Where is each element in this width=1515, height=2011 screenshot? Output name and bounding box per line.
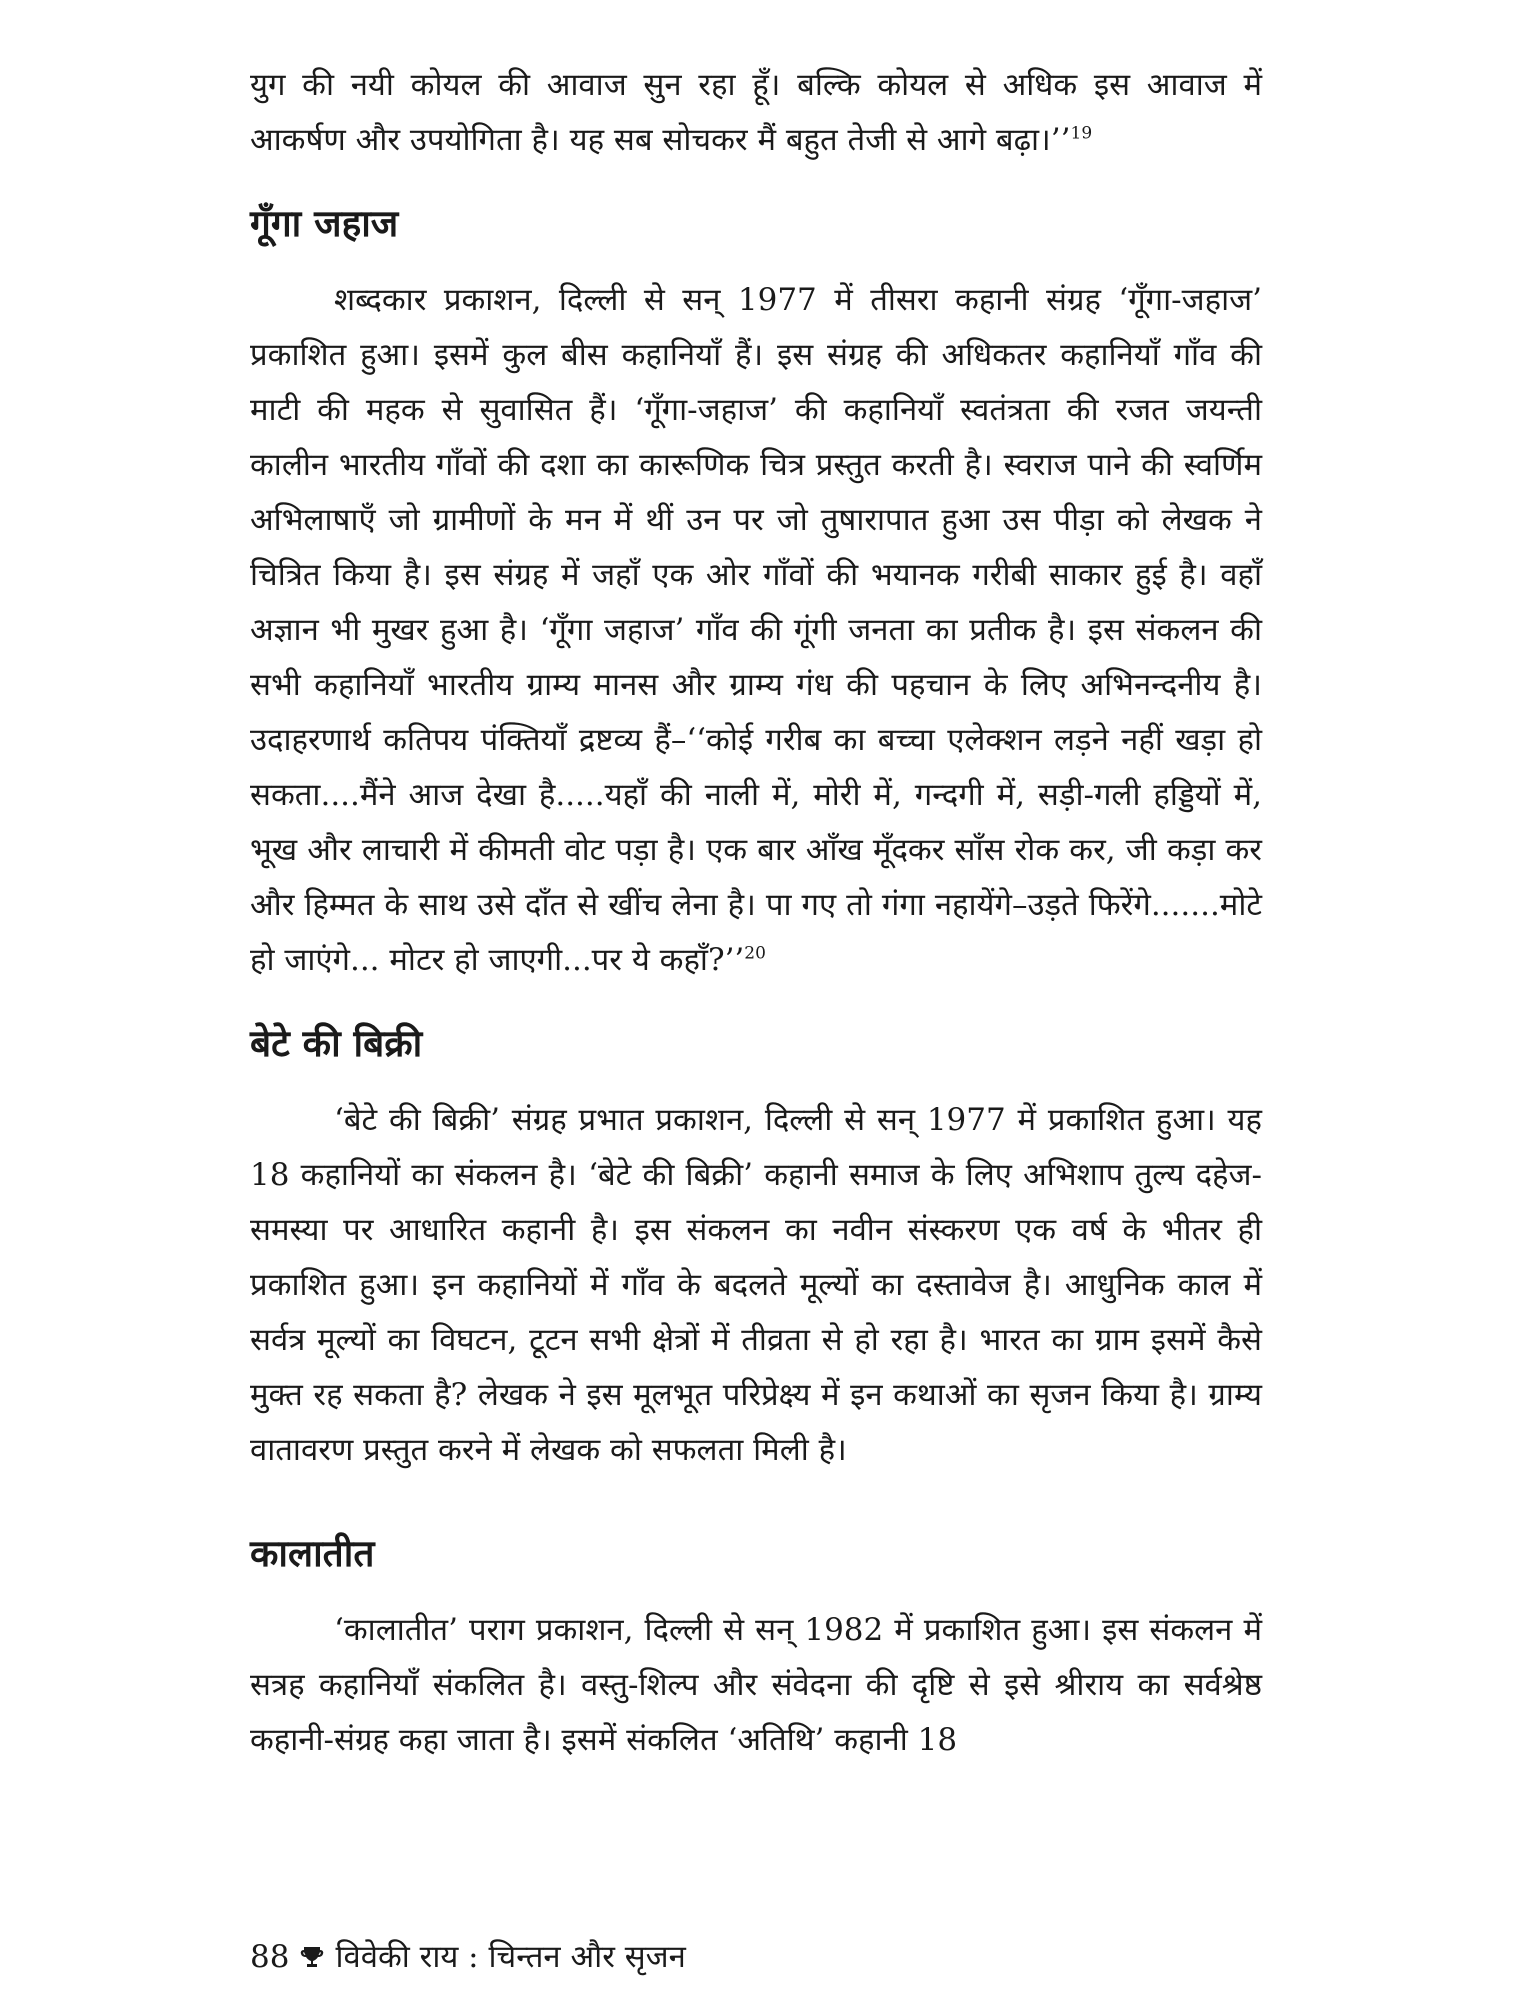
paragraph-text: ‘कालातीत’ पराग प्रकाशन, दिल्ली से सन् 1982 में प्रकाशित हुआ। इस संकलन में सत्रह कहानियाँ संकलित है। वस्तु-शिल्प और संवेदना की दृष्टि से इसे श्रीराय का सर्वश्रेष्ठ कहानी-संग्रह कहा जाता है। इसमें संकलित ‘अतिथि’ कहानी 18	[250, 1612, 1262, 1758]
paragraph-goonga-jahaj	[250, 273, 1262, 988]
trophy-icon	[299, 1944, 325, 1970]
book-title: विवेकी राय : चिन्तन और सृजन	[335, 1939, 686, 1975]
page-number: 88	[250, 1939, 290, 1975]
intro-paragraph	[250, 58, 1262, 168]
page-content	[250, 58, 1262, 1768]
section-heading-goonga-jahaj: गूँगा जहाज	[250, 202, 399, 245]
paragraph-text: ‘बेटे की बिक्री’ संग्रह प्रभात प्रकाशन, दिल्ली से सन् 1977 में प्रकाशित हुआ। यह 18 कहानियों का संकलन है। ‘बेटे की बिक्री’ कहानी समाज के लिए अभिशाप तुल्य दहेज-समस्या पर आधारित कहानी है। इस संकलन का नवीन संस्करण एक वर्ष के भीतर ही प्रकाशित हुआ। इन कहानियों में गाँव के बदलते मूल्यों का दस्तावेज है। आधुनिक काल में सर्वत्र मूल्यों का विघटन, टूटन सभी क्षेत्रों में तीव्रता से हो रहा है। भारत का ग्राम इसमें कैसे मुक्त रह सकता है? लेखक ने इस मूलभूत परिप्रेक्ष्य में इन कथाओं का सृजन किया है। ग्राम्य वातावरण प्रस्तुत करने में लेखक को सफलता मिली है।	[250, 1102, 1262, 1468]
intro-text: युग की नयी कोयल की आवाज सुन रहा हूँ। बल्कि कोयल से अधिक इस आवाज में आकर्षण और उपयोगिता है। यह सब सोचकर मैं बहुत तेजी से आगे बढ़ा।’’	[250, 67, 1262, 158]
footnote-marker: 20	[744, 943, 766, 964]
paragraph-text: शब्दकार प्रकाशन, दिल्ली से सन् 1977 में तीसरा कहानी संग्रह ‘गूँगा-जहाज’ प्रकाशित हुआ। इसमें कुल बीस कहानियाँ हैं। इस संग्रह की अधिकतर कहानियाँ गाँव की माटी की महक से सुवासित हैं। ‘गूँगा-जहाज’ की कहानियाँ स्वतंत्रता की रजत जयन्ती कालीन भारतीय गाँवों की दशा का कारूणिक चित्र प्रस्तुत करती है। स्वराज पाने की स्वर्णिम अभिलाषाएँ जो ग्रामीणों के मन में थीं उन पर जो तुषारापात हुआ उस पीड़ा को लेखक ने चित्रित किया है। इस संग्रह में जहाँ एक ओर गाँवों की भयानक गरीबी साकार हुई है। वहाँ अज्ञान भी मुखर हुआ है। ‘गूँगा जहाज’ गाँव की गूंगी जनता का प्रतीक है। इस संकलन की सभी कहानियाँ भारतीय ग्राम्य मानस और ग्राम्य गंध की पहचान के लिए अभिनन्दनीय है। उदाहरणार्थ कतिपय पंक्तियाँ द्रष्टव्य हैं–‘‘कोई गरीब का बच्चा एलेक्शन लड़ने नहीं खड़ा हो सकता....मैंने आज देखा है.....यहाँ की नाली में, मोरी में, गन्दगी में, सड़ी-गली हड्डियों में, भूख और लाचारी में कीमती वोट पड़ा है। एक बार आँख मूँदकर साँस रोक कर, जी कड़ा कर और हिम्मत के साथ उसे दाँत से खींच लेना है। पा गए तो गंगा नहायेंगे–उड़ते फिरेंगे.......मोटे हो जाएंगे... मोटर हो जाएगी...पर ये कहाँ?’’	[250, 282, 1262, 978]
section-heading-bete-ki-bikri: बेटे की बिक्री	[250, 1022, 423, 1065]
paragraph-kalateet	[250, 1603, 1262, 1768]
footnote-marker: 19	[1070, 123, 1093, 144]
page-footer	[250, 1937, 686, 1977]
paragraph-bete-ki-bikri	[250, 1093, 1262, 1478]
section-heading-kalateet: कालातीत	[250, 1532, 375, 1575]
